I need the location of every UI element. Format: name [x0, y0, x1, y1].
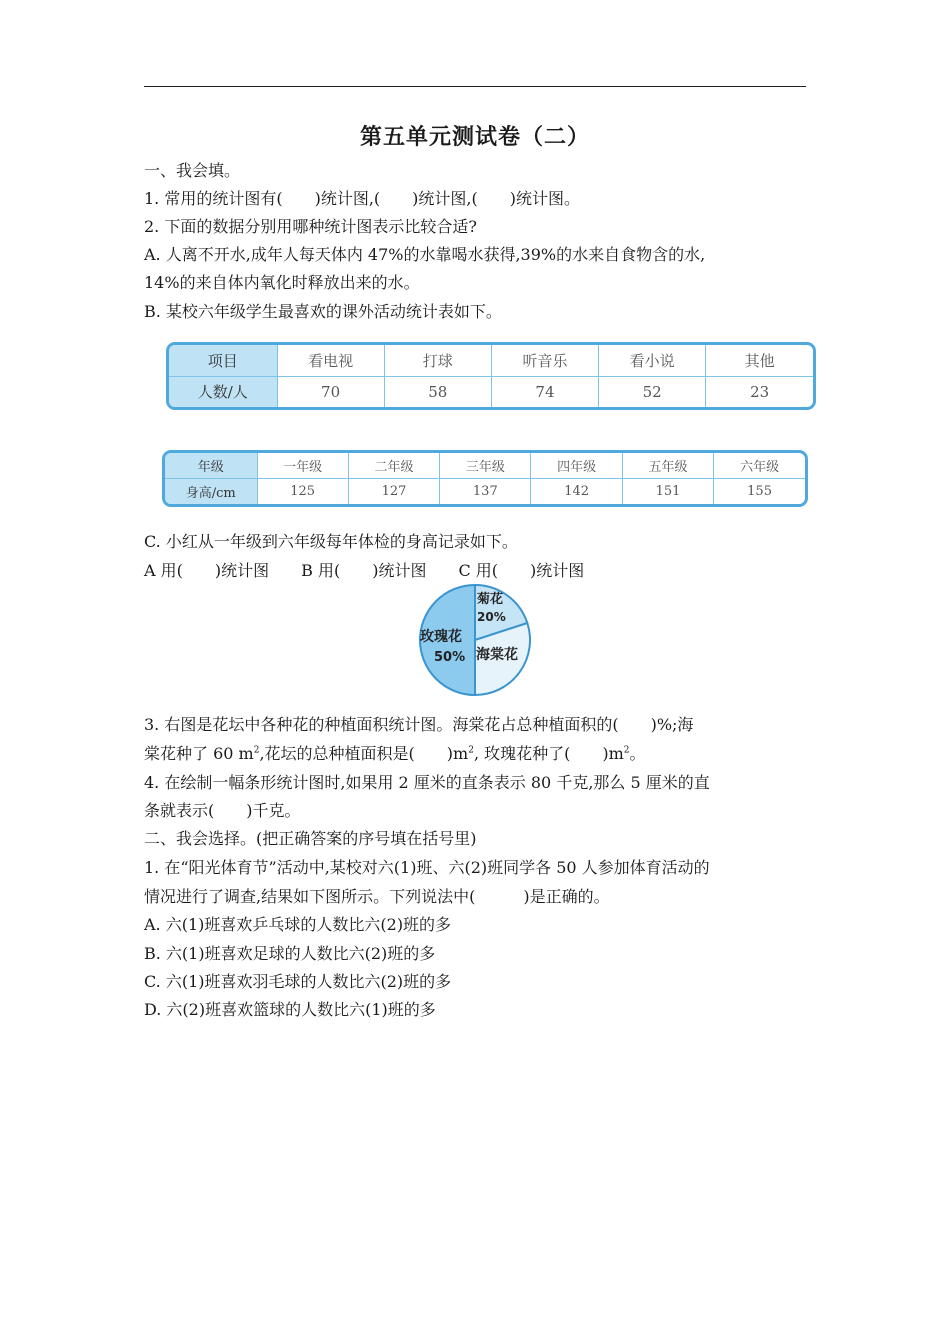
header-rule: [144, 86, 806, 87]
question-1: 1. 常用的统计图有( )统计图,( )统计图,( )统计图。: [144, 189, 580, 208]
s2-question-1-line-2: 情况进行了调查,结果如下图所示。下列说法中( )是正确的。: [144, 887, 610, 906]
question-2c: C. 小红从一年级到六年级每年体检的身高记录如下。: [144, 532, 518, 551]
option-b: B. 六(1)班喜欢足球的人数比六(2)班的多: [144, 944, 436, 963]
pie-label-chrysanthemum-pct: 20%: [477, 610, 506, 624]
table-cell: 70: [277, 376, 384, 407]
s2-question-1-line-1: 1. 在“阳光体育节”活动中,某校对六(1)班、六(2)班同学各 50 人参加体育活动的: [144, 858, 710, 877]
table-cell: 74: [491, 376, 598, 407]
table-header-cell: 五年级: [622, 453, 713, 479]
answer-blanks: A 用( )统计图 B 用( )统计图 C 用( )统计图: [144, 561, 585, 580]
page-title: 第五单元测试卷（二）: [359, 124, 590, 150]
table-cell: 137: [440, 479, 531, 505]
q3-sup-2: 2: [468, 745, 474, 756]
table-cell: 125: [257, 479, 348, 505]
question-2b: B. 某校六年级学生最喜欢的课外活动统计表如下。: [144, 302, 502, 321]
question-3-line-1: 3. 右图是花坛中各种花的种植面积统计图。海棠花占总种植面积的( )%;海: [144, 715, 694, 734]
question-2a-line-1: A. 人离不开水,成年人每天体内 47%的水靠喝水获得,39%的水来自食物含的水,: [144, 245, 706, 264]
flower-pie-chart: [416, 582, 534, 698]
pie-label-begonia: 海棠花: [476, 647, 518, 663]
table-header-cell: 三年级: [440, 453, 531, 479]
section-1-heading: 一、我会填。: [144, 161, 241, 180]
q3-sup-3: 2: [623, 745, 630, 756]
table-cell: 155: [714, 479, 805, 505]
table-header-cell: 项目: [169, 345, 277, 376]
table-cell: 23: [706, 376, 813, 407]
table-header-cell: 年级: [165, 453, 257, 479]
height-table: [162, 450, 808, 507]
table-header-cell: 四年级: [531, 453, 622, 479]
activity-table: [166, 342, 816, 410]
question-4-line-1: 4. 在绘制一幅条形统计图时,如果用 2 厘米的直条表示 80 千克,那么 5 厘米的直: [144, 773, 710, 792]
q3-text-d: 。: [629, 744, 646, 763]
table-header-cell: 二年级: [348, 453, 439, 479]
question-4-line-2: 条就表示( )千克。: [144, 801, 301, 820]
table-header-cell: 打球: [384, 345, 491, 376]
table-cell: 人数/人: [169, 376, 277, 407]
table-cell: 身高/cm: [165, 479, 257, 505]
section-2-heading: 二、我会选择。(把正确答案的序号填在括号里): [144, 829, 477, 848]
pie-label-chrysanthemum: 菊花: [477, 592, 504, 607]
q3-text-a: 棠花种了 60 m: [144, 744, 254, 763]
question-3-line-2: [144, 743, 646, 765]
table-cell: 58: [384, 376, 491, 407]
q3-text-b: ,花坛的总种植面积是( )m: [259, 744, 469, 763]
option-c: C. 六(1)班喜欢羽毛球的人数比六(2)班的多: [144, 972, 452, 991]
pie-label-rose-pct: 50%: [434, 650, 466, 665]
option-d: D. 六(2)班喜欢篮球的人数比六(1)班的多: [144, 1000, 436, 1019]
table-header-cell: 其他: [706, 345, 813, 376]
table-cell: 52: [599, 376, 706, 407]
question-2: 2. 下面的数据分别用哪种统计图表示比较合适?: [144, 217, 477, 236]
table-header-cell: 一年级: [257, 453, 348, 479]
table-header-cell: 六年级: [714, 453, 805, 479]
q3-sup-1: 2: [253, 745, 260, 756]
pie-label-rose: 玫瑰花: [420, 629, 462, 645]
question-2a-line-2: 14%的来自体内氧化时释放出来的水。: [144, 273, 420, 292]
table-cell: 142: [531, 479, 622, 505]
table-header-cell: 看电视: [277, 345, 384, 376]
table-header-cell: 看小说: [599, 345, 706, 376]
table-cell: 127: [348, 479, 439, 505]
q3-text-c: , 玫瑰花种了( )m: [473, 744, 624, 763]
table-header-cell: 听音乐: [491, 345, 598, 376]
table-cell: 151: [622, 479, 713, 505]
option-a: A. 六(1)班喜欢乒乓球的人数比六(2)班的多: [144, 915, 452, 934]
